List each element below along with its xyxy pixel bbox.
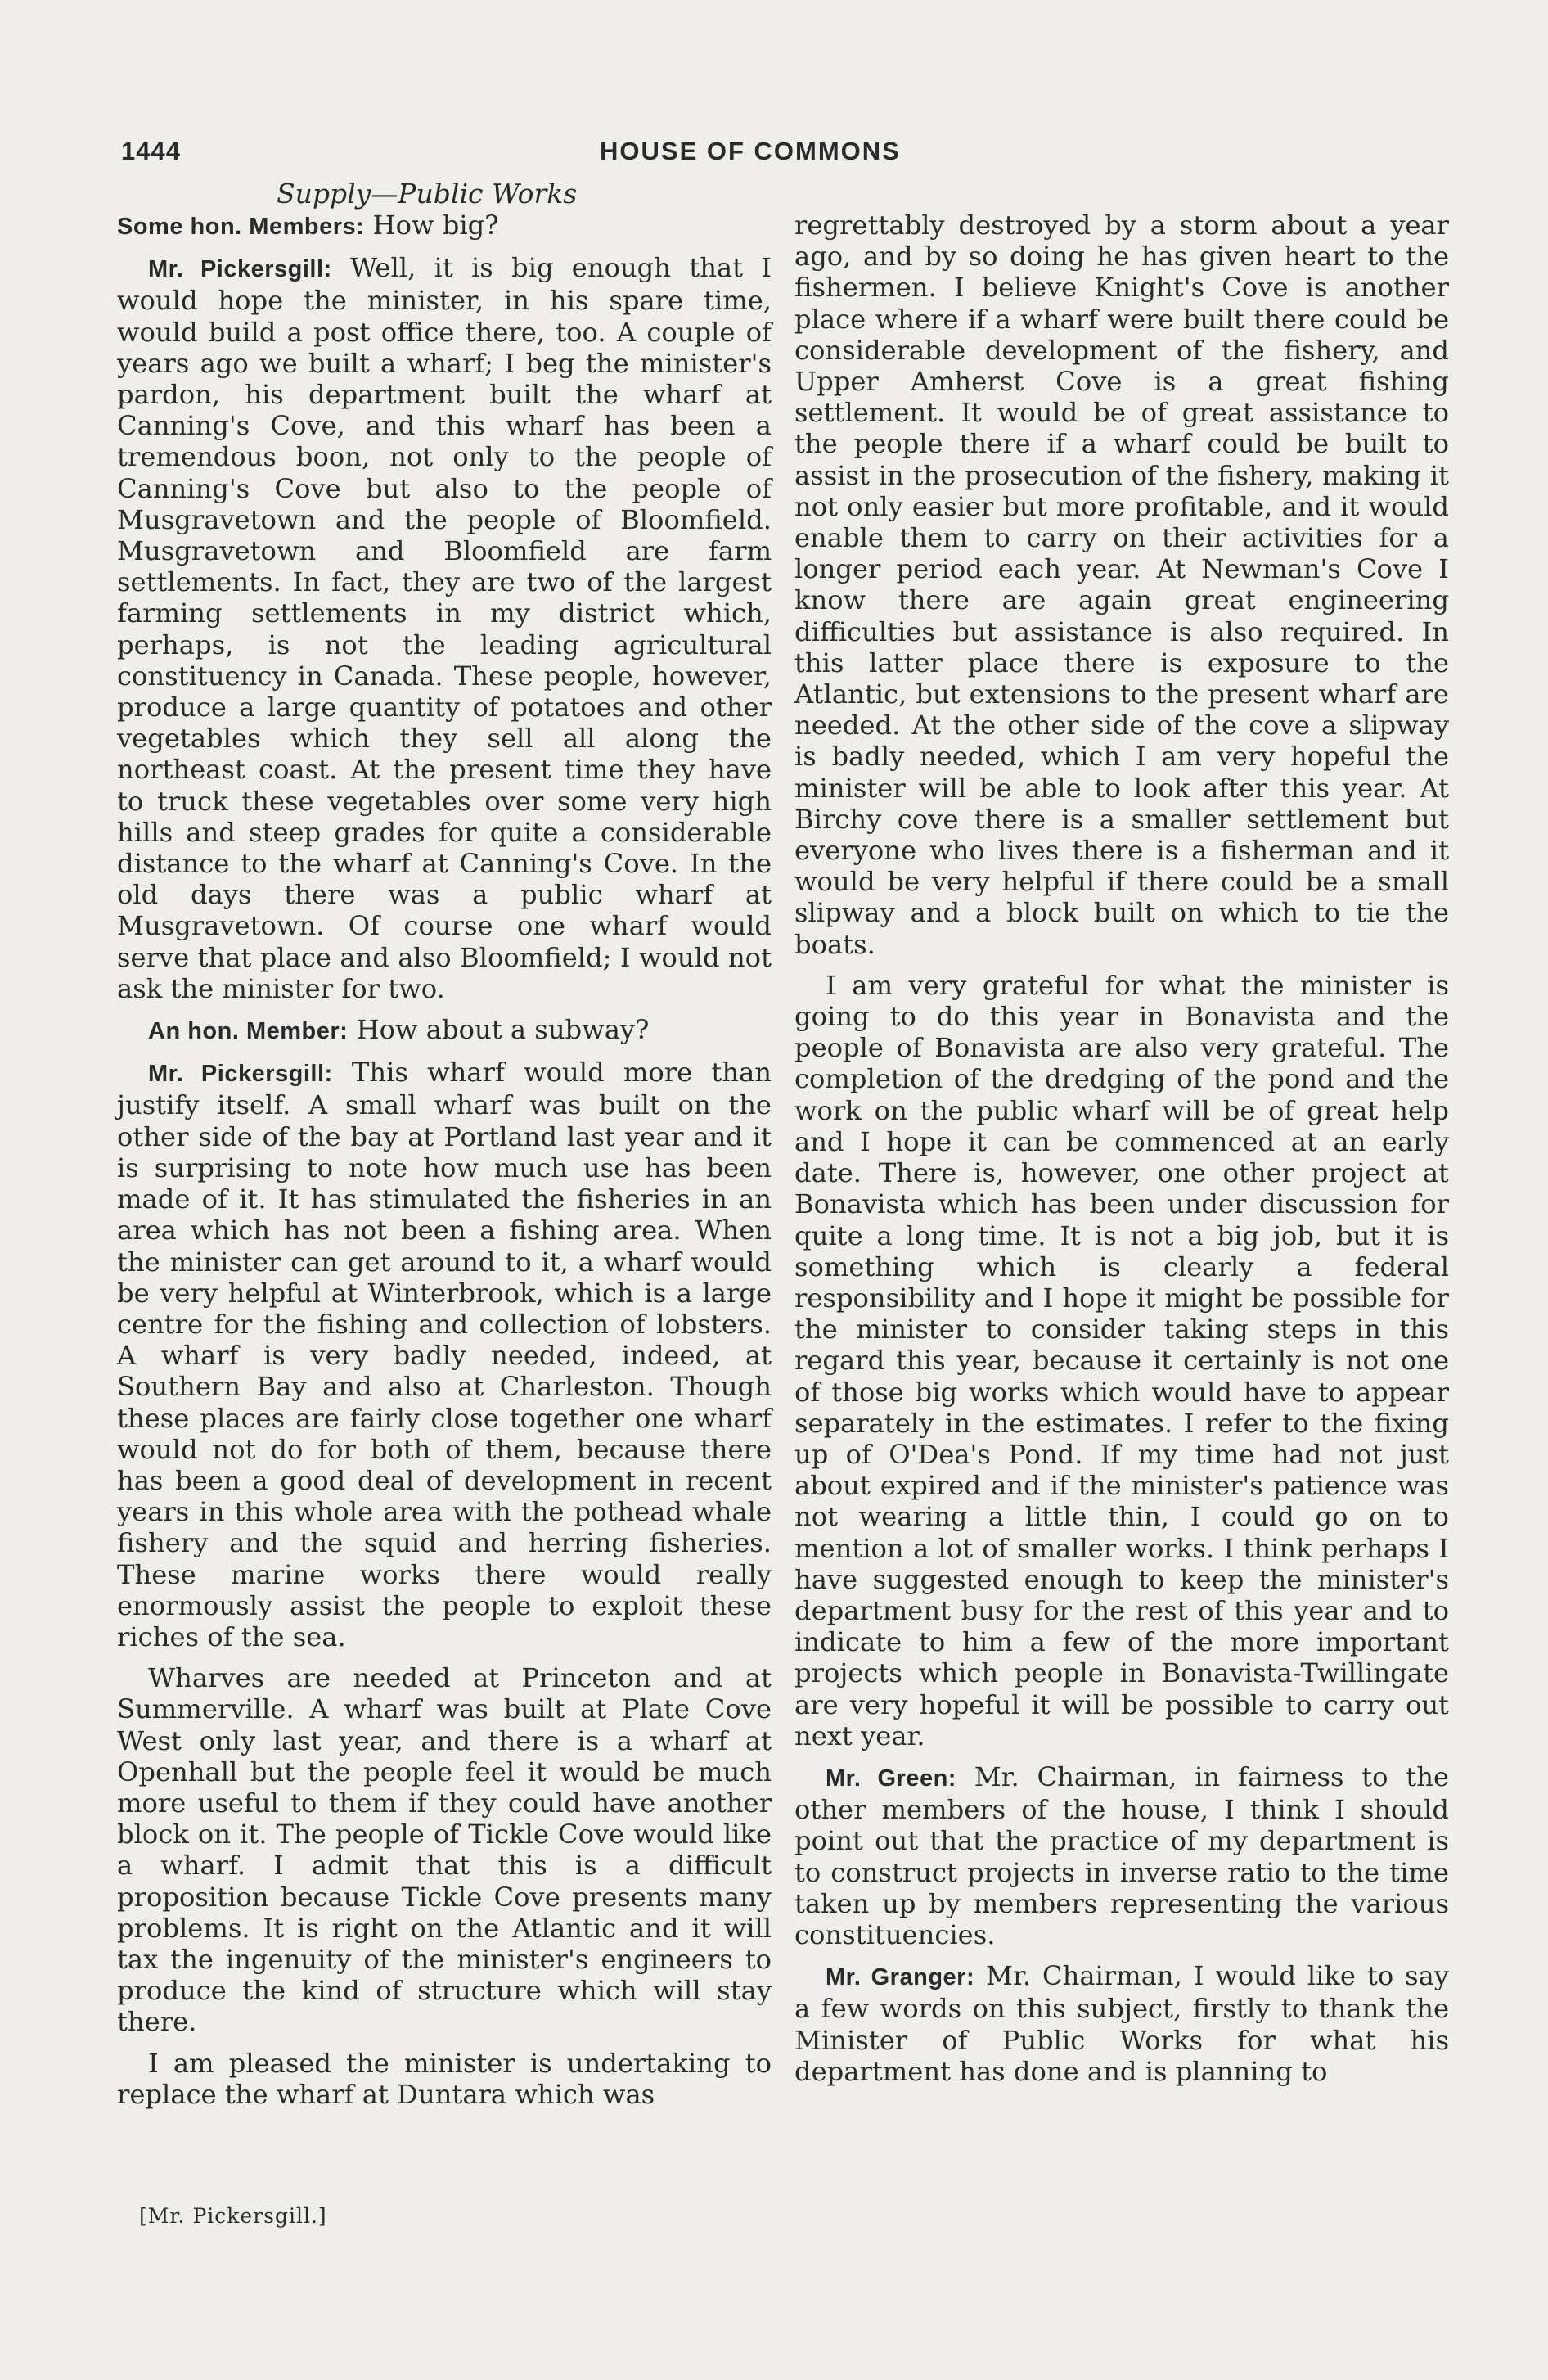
paragraph-text: How big? [372, 210, 499, 241]
paragraph [117, 1014, 772, 1047]
paragraph [117, 252, 772, 1004]
paragraph [794, 1960, 1449, 2087]
paragraph-text: I am very grateful for what the minister is going to do this year in Bonavista and the people of Bonavista are also very grateful. The completion of the dredging of the pond and the work on the public wharf will be of great help and I hope it can be commenced at an early date. There is, however, one other project at Bonavista which has been under discussion for quite a long time. It is not a big job, but it is something which is clearly a federal responsibility and I hope it might be possible for the minister to consider taking steps in this regard this year, because it certainly is not one of those big works which would have to appear separately in the estimates. I refer to the fixing up of O'Dea's Pond. If my time had not just about expired and if the minister's patience was not wearing a little thin, I could go on to mention a lot of smaller works. I think perhaps I have suggested enough to keep the minister's department busy for the rest of this year and to indicate to him a few of the more important projects which people in Bonavista-Twillingate are very hopeful it will be possible to carry out next year. [794, 969, 1449, 1751]
running-head: HOUSE OF COMMONS [600, 137, 901, 165]
paragraph-text: Mr. Chairman, in fairness to the other members of the house, I think I should point out that the practice of my department is to construct projects in inverse ratio to the time taken up by members representing the various constituencies. [794, 1760, 1450, 1950]
paragraph-text: I am pleased the minister is undertaking to replace the wharf at Duntara which was [117, 2047, 772, 2110]
paragraph [794, 970, 1449, 1751]
paragraph [117, 2048, 772, 2110]
paragraph-text: Well, it is big enough that I would hope the minister, in his spare time, would build a post office there, too. A couple of years ago we built a wharf; I beg the minister's pardon, his department built the wharf at Canning's Cove, and this wharf has been a tremendous boon, not only to the people of Canning's Cove but also to the people of Musgravetown and the people of Bloomfield. Musgravetown and Bloomfield are farm settlements. In fact, they are two of the largest farming settlements in my district which, perhaps, is not the leading agricultural constituency in Canada. These people, however, produce a large quantity of potatoes and other vegetables which they sell all along the northeast coast. At the present time they have to truck these vegetables over some very high hills and steep grades for quite a considerable distance to the wharf at Canning's Cove. In the old days there was a public wharf at Musgravetown. Of course one wharf would serve that place and also Bloomfield; I would not ask the minister for two. [117, 252, 772, 1004]
section-heading: Supply—Public Works [277, 178, 578, 210]
speaker-name: An hon. Member: [148, 1018, 349, 1045]
speaker-name: Mr. Pickersgill: [148, 256, 332, 283]
paragraph [117, 1662, 772, 2037]
paragraph-text: regrettably destroyed by a storm about a year ago, and by so doing he has given heart to the fishermen. I believe Knight's Cove is another place where if a wharf were built there could be considerable development of the fishery, and Upper Amherst Cove is a great fishing settlement. It would be of great assistance to the people there if a wharf could be built to assist in the prosecution of the fishery, making it not only easier but more profitable, and it would enable them to carry on their activities for a longer period each year. At Newman's Cove I know there are again great engineering difficulties but assistance is also required. In this latter place there is exposure to the Atlantic, but extensions to the present wharf are needed. At the other side of the cove a slipway is badly needed, which I am very hopeful the minister will be able to look after this year. At Birchy cove there is a smaller settlement but everyone who lives there is a fisherman and it would be very helpful if there could be a small slipway and a block built on which to tie the boats. [794, 210, 1449, 960]
paragraph [117, 1057, 772, 1652]
paragraph-text: Mr. Chairman, I would like to say a few words on this subject, firstly to thank the Minister of Public Works for what his department has done and is planning to [794, 1960, 1449, 2087]
paragraph-text: How about a subway? [356, 1014, 650, 1046]
paragraph-text: Wharves are needed at Princeton and at Summerville. A wharf was built at Plate Cove West only last year, and there is a wharf at Openhall but the people feel it would be much more useful to them if they could have another block on it. The people of Tickle Cove would like a wharf. I admit that this is a difficult proposition because Tickle Cove presents many problems. It is right on the Atlantic and it will tax the ingenuity of the minister's engineers to produce the kind of structure which will stay there. [117, 1662, 772, 2038]
left-column [117, 210, 772, 2120]
paragraph [794, 210, 1449, 960]
page-number: 1444 [121, 137, 181, 165]
paragraph-text: This wharf would more than justify itself. A small wharf was built on the other side of the bay at Portland last year and it is surprising to note how much use has been made of it. It has stimulated the fisheries in an area which has not been a fishing area. When the minister can get around to it, a wharf would be very helpful at Winterbrook, which is a large centre for the fishing and collection of lobsters. A wharf is very badly needed, indeed, at Southern Bay and also at Charleston. Though these places are fairly close together one wharf would not do for both of them, because there has been a good deal of development in recent years in this whole area with the pothead whale fishery and the squid and herring fisheries. These marine works there would really enormously assist the people to exploit these riches of the sea. [117, 1057, 772, 1652]
right-column [794, 210, 1449, 2097]
speaker-footer: [Mr. Pickersgill.] [139, 2204, 327, 2228]
speaker-name: Mr. Green: [826, 1765, 956, 1792]
speaker-name: Some hon. Members: [117, 214, 365, 240]
paragraph [117, 210, 772, 242]
paragraph [794, 1761, 1449, 1950]
speaker-name: Mr. Granger: [826, 1964, 975, 1991]
speaker-name: Mr. Pickersgill: [148, 1061, 333, 1088]
